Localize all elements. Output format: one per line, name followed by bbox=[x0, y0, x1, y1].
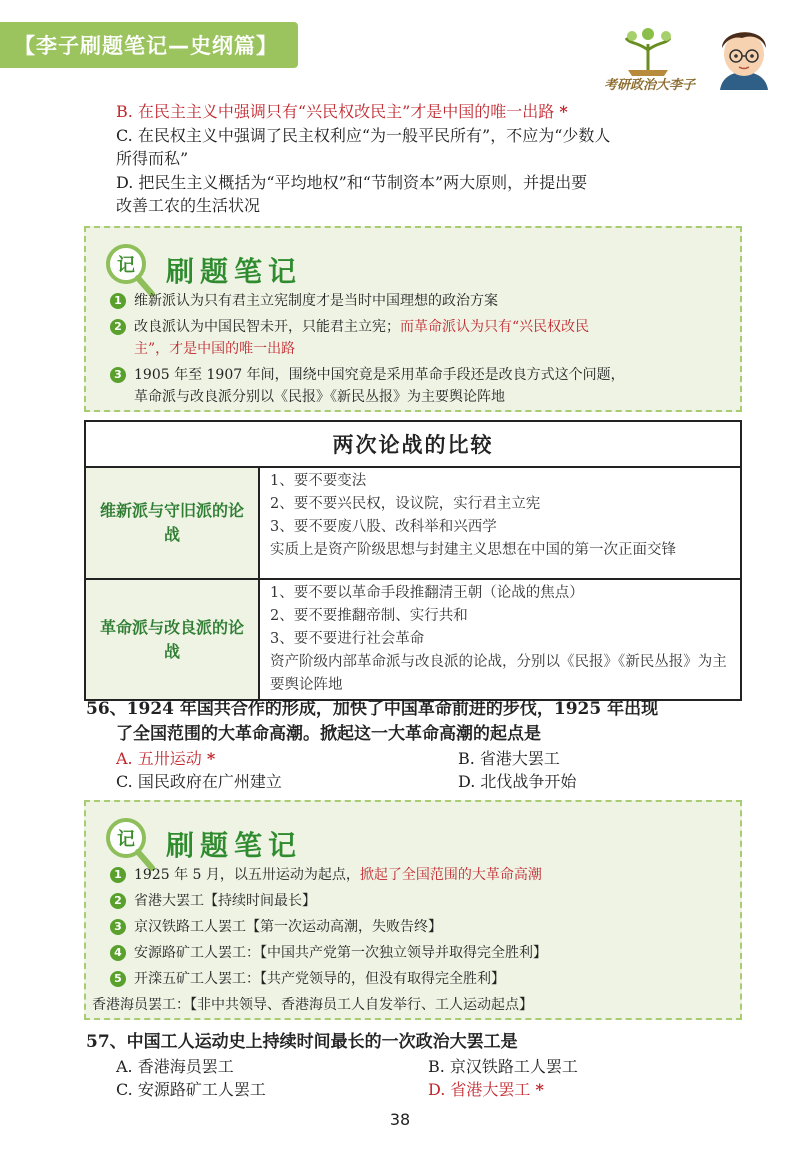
note-item-6: 香港海员罢工：【非中共领导、香港海员工人自发举行、工人运动起点】 bbox=[92, 997, 533, 1013]
comparison-row-content: 1、要不要以革命手段推翻清王朝（论战的焦点） 2、要不要推翻帝制、实行共和 3、要不要进行社会革命 资产阶级内部革命派与改良派的论战，分别以《民报》《新民丛报》为主要舆论阵地 bbox=[259, 579, 741, 700]
brand-text: 考研政治大李子 bbox=[604, 78, 696, 93]
cartoon-avatar bbox=[712, 20, 776, 92]
note-item-2: 2 省港大罢工【持续时间最长】 bbox=[110, 890, 316, 912]
answer-mark: * bbox=[535, 1080, 544, 1099]
question-56-stem-continued: 了全国范围的大革命高潮。掀起这一大革命高潮的起点是 bbox=[116, 724, 541, 744]
option-b: B. 在民主主义中强调只有“兴民权改民主”才是中国的唯一出路 bbox=[116, 102, 555, 121]
note-item-2: 2 改良派认为中国民智未开，只能君主立宪；而革命派认为只有“兴民权改民 bbox=[110, 316, 589, 338]
q57-option-c: C. 安源路矿工人罢工 bbox=[116, 1080, 266, 1099]
answer-mark: * bbox=[206, 749, 216, 768]
option-b-line bbox=[116, 101, 568, 123]
comparison-row-content: 1、要不要变法 2、要不要兴民权，设议院，实行君主立宪 3、要不要废八股、改科举和兴西学 实质上是资产阶级思想与封建主义思想在中国的第一次正面交锋 bbox=[259, 467, 741, 579]
note-item-4: 4 安源路矿工人罢工：【中国共产党第一次独立领导并取得完全胜利】 bbox=[110, 942, 547, 964]
q56-option-b: B. 省港大罢工 bbox=[458, 749, 560, 768]
q56-option-d: D. 北伐战争开始 bbox=[458, 772, 577, 791]
question-57-stem: 57、中国工人运动史上持续时间最长的一次政治大罢工是 bbox=[86, 1032, 518, 1052]
svg-text:记: 记 bbox=[117, 829, 135, 850]
question-56-stem: 56、1924 年国共合作的形成，加快了中国革命前进的步伐，1925 年出现 bbox=[86, 699, 659, 719]
q56-option-c: C. 国民政府在广州建立 bbox=[116, 772, 282, 791]
q57-option-a: A. 香港海员罢工 bbox=[116, 1057, 234, 1076]
note-item-1: 1 1925 年 5 月，以五卅运动为起点，掀起了全国范围的大革命高潮 bbox=[110, 864, 542, 886]
note-item-2-continued: 主”，才是中国的唯一出路 bbox=[134, 341, 296, 357]
q56-option-a-line bbox=[116, 748, 215, 770]
comparison-row-label: 维新派与守旧派的论战 bbox=[85, 467, 259, 579]
option-c-continued: 所得而私” bbox=[116, 149, 189, 168]
note-item-1: 1 维新派认为只有君主立宪制度才是当时中国理想的政治方案 bbox=[110, 290, 498, 312]
comparison-title: 两次论战的比较 bbox=[85, 421, 741, 467]
q56-option-a: A. 五卅运动 bbox=[116, 749, 202, 768]
option-d: D. 把民生主义概括为“平均地权”和“节制资本”两大原则，并提出要 bbox=[116, 173, 588, 192]
comparison-table bbox=[84, 420, 742, 701]
notes-title: 刷题笔记 bbox=[166, 255, 303, 288]
svg-text:记: 记 bbox=[117, 255, 135, 276]
note-item-5: 5 开滦五矿工人罢工：【共产党领导的，但没有取得完全胜利】 bbox=[110, 968, 505, 990]
note-item-3: 3 1905 年至 1907 年间，围绕中国究竟是采用革命手段还是改良方式这个问题， bbox=[110, 364, 625, 386]
page-number: 38 bbox=[389, 1110, 411, 1129]
notes-box-1 bbox=[84, 226, 742, 412]
note-item-3-continued: 革命派与改良派分别以《民报》《新民丛报》为主要舆论阵地 bbox=[134, 389, 505, 405]
note-item-3: 3 京汉铁路工人罢工【第一次运动高潮，失败告终】 bbox=[110, 916, 442, 938]
q57-option-d-line bbox=[428, 1079, 544, 1101]
comparison-row-label: 革命派与改良派的论战 bbox=[85, 579, 259, 700]
option-c: C. 在民权主义中强调了民主权利应“为一般平民所有”，不应为“少数人 bbox=[116, 126, 611, 145]
q57-option-b: B. 京汉铁路工人罢工 bbox=[428, 1057, 578, 1076]
q57-option-d: D. 省港大罢工 bbox=[428, 1080, 531, 1099]
option-d-continued: 改善工农的生活状况 bbox=[116, 196, 261, 215]
header-title: 【李子刷题笔记—史纲篇】 bbox=[14, 34, 278, 58]
answer-mark: * bbox=[559, 102, 568, 121]
notes-title: 刷题笔记 bbox=[166, 829, 303, 862]
notes-box-2 bbox=[84, 800, 742, 1020]
header-band bbox=[0, 22, 298, 68]
